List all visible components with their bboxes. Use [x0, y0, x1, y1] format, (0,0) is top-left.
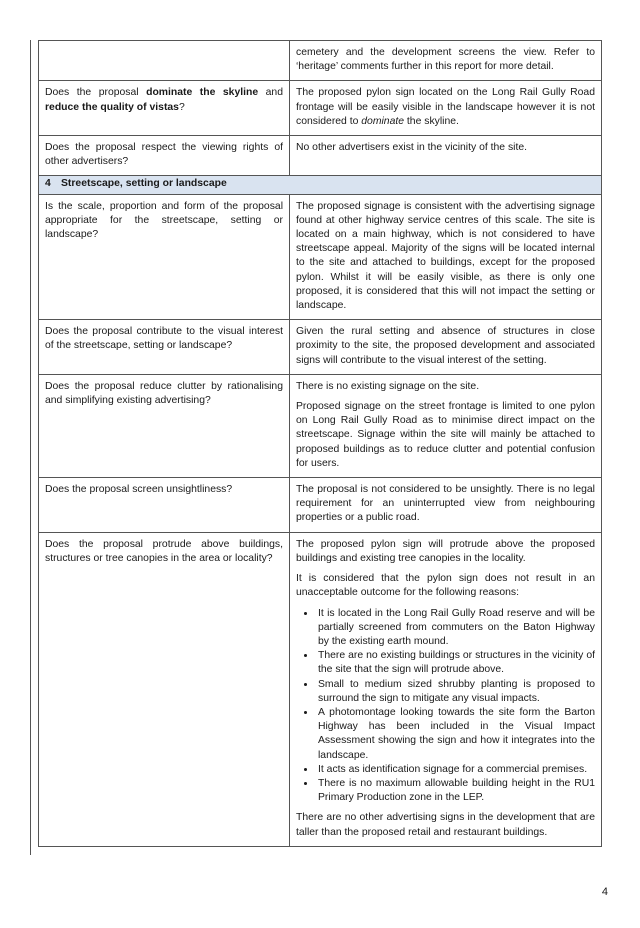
text-run: Does the proposal respect the viewing rights of other advertisers? — [45, 142, 283, 168]
bullet-item: • There is no maximum allowable building height in the RU1 Primary Production zone in the LEP. — [316, 777, 595, 805]
bullet-item: • It is located in the Long Rail Gully Road reserve and will be partially screened from commuters on the Baton Highway by the existing earth mound. — [316, 607, 595, 650]
answer-paragraph: Proposed signage on the street frontage is limited to one pylon on Long Rail Gully Road as to minimise direct impact on the streetscape. Signage within the site will mainly be attached to proposed buildings as to reduce clutter and potential confusion for users. — [296, 401, 595, 469]
text-run: and — [258, 87, 283, 99]
answer-paragraph: It is considered that the pylon sign does not result in an unacceptable outcome for the following reasons: — [296, 573, 595, 599]
answer-cell — [290, 136, 602, 176]
text-run: Is the scale, proportion and form of the proposal appropriate for the streetscape, setting or landscape? — [45, 200, 283, 241]
text-run: Does the proposal reduce clutter by rationalising and simplifying existing advertising? — [45, 380, 283, 407]
answer-cell — [290, 41, 602, 81]
answer-closing-paragraph: There are no other advertising signs in the development that are taller than the proposed retail and restaurant buildings. — [296, 812, 595, 838]
question-cell — [39, 478, 290, 533]
text-run: cemetery and the development screens the view. Refer to ‘heritage’ comments further in this report for more detail. — [296, 47, 595, 73]
question-cell — [39, 194, 290, 320]
text-run: The proposed pylon sign located on the Long Rail Gully Road frontage will be easily visible in the landscape however it is not considered to — [296, 87, 595, 127]
answer-cell — [290, 81, 602, 136]
text-run: Does the proposal protrude above buildings, structures or tree canopies in the area or locality? — [45, 538, 283, 564]
answer-cell — [290, 320, 602, 375]
bullet-item: • A photomontage looking towards the site form the Barton Highway has been included in the Visual Impact Assessment showing the sign and how it integrates into the landscape. — [316, 706, 595, 763]
italic-text: dominate — [361, 115, 405, 127]
assessment-table-body — [39, 41, 602, 847]
answer-cell — [290, 532, 602, 846]
question-cell — [39, 532, 290, 846]
text-run: No other advertisers exist in the vicinity of the site. — [296, 142, 528, 154]
table-row — [39, 194, 602, 320]
text-run: Given the rural setting and absence of structures in close proximity to the site, the proposed development and associated signs will contribute to the visual interest of the setting. — [296, 326, 595, 366]
question-cell — [39, 81, 290, 136]
table-row — [39, 41, 602, 81]
bullet-item: • Small to medium sized shrubby planting is proposed to surround the sign to mitigate any visual impacts. — [316, 678, 595, 706]
page-number: 4 — [601, 886, 608, 898]
bullet-item: • It acts as identification signage for a commercial premises. — [316, 763, 595, 777]
text-run: The proposal is not considered to be unsightly. There is no legal requirement for an uninterrupted view from neighbouring properties or a public road. — [296, 484, 595, 524]
table-row — [39, 136, 602, 176]
table-row — [39, 81, 602, 136]
answer-paragraph: The proposed pylon sign will protrude above the proposed buildings and existing tree canopies in the locality. — [296, 538, 595, 564]
bold-text: reduce the quality of vistas — [45, 101, 179, 113]
text-run: Does the proposal screen unsightliness? — [45, 484, 233, 496]
assessment-table — [38, 40, 602, 847]
section-header — [39, 176, 602, 194]
answer-cell — [290, 374, 602, 477]
answer-cell — [290, 478, 602, 533]
table-row — [39, 478, 602, 533]
text-run: The proposed signage is consistent with the advertising signage found at other highway service centres of this scale. The site is located on a main highway, which is not considered to have streetscape appeal. Majority of the signs will be located internal to the site and attached to buildings, except for the proposed pylon. Whilst it will be easily visible, as there is only one proposed, it is considered that this will not impact the setting or landscape. — [296, 200, 595, 312]
question-cell — [39, 136, 290, 176]
text-run: ? — [178, 101, 185, 113]
section-number: 4 — [45, 178, 51, 190]
section-header-row — [39, 176, 602, 194]
question-cell — [39, 374, 290, 477]
left-margin-rule — [30, 40, 31, 855]
bullet-item: • There are no existing buildings or structures in the vicinity of the site that the sign will protrude above. — [316, 649, 595, 677]
text-run: Does the proposal — [45, 87, 147, 99]
bold-text: dominate the skyline — [146, 87, 259, 99]
bullet-list — [296, 607, 595, 806]
question-cell — [39, 41, 290, 81]
text-run: the skyline. — [404, 115, 459, 127]
text-run: Does the proposal contribute to the visual interest of the streetscape, setting or landscape? — [45, 326, 283, 352]
answer-paragraph: There is no existing signage on the site. — [296, 380, 480, 392]
question-cell — [39, 320, 290, 375]
table-row — [39, 374, 602, 477]
section-title: Streetscape, setting or landscape — [61, 178, 227, 190]
table-row — [39, 532, 602, 846]
table-row — [39, 320, 602, 375]
answer-cell — [290, 194, 602, 320]
